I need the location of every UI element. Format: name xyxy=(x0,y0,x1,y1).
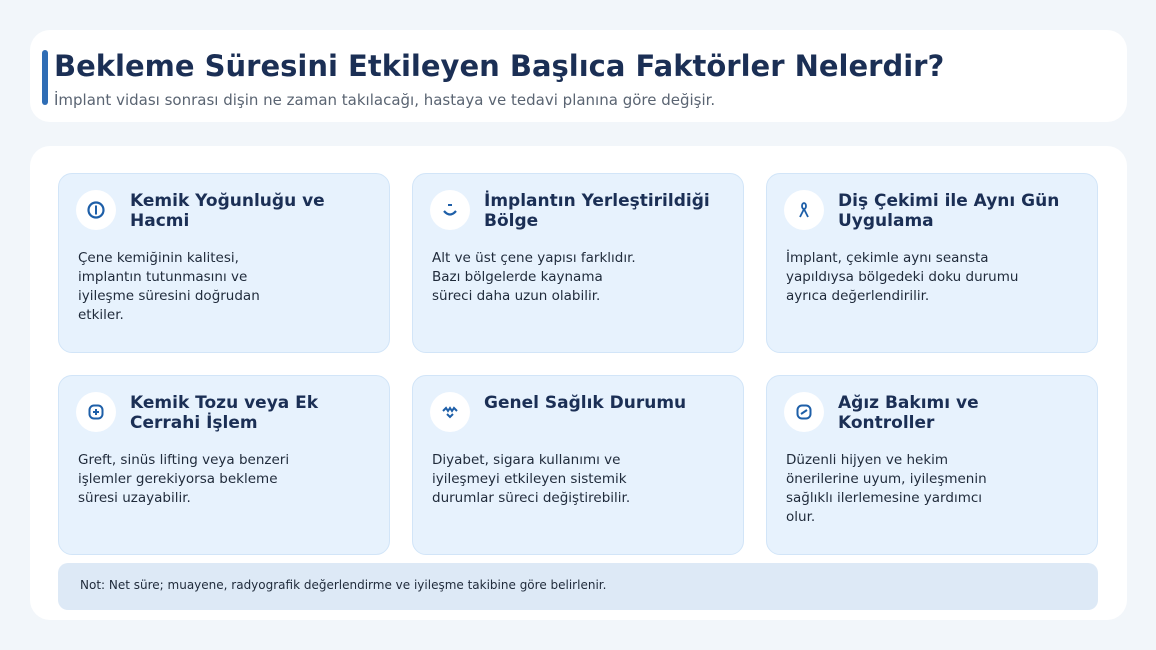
card-body: Alt ve üst çene yapısı farklıdır. Bazı bölgelerde kaynama süreci daha uzun olabilir. xyxy=(432,250,636,304)
factor-card-same-day xyxy=(766,173,1098,353)
page-title: Bekleme Süresini Etkileyen Başlıca Faktörler Nelerdir? xyxy=(54,49,945,83)
card-body: Greft, sinüs lifting veya benzeri işlemler gerekiyorsa bekleme süresi uzayabilir. xyxy=(78,452,290,506)
factors-panel xyxy=(30,146,1127,620)
card-title: Ağız Bakımı ve Kontroller xyxy=(838,393,979,433)
factor-card-health xyxy=(412,375,744,555)
health-pulse-icon xyxy=(430,392,470,432)
factor-card-bone-density xyxy=(58,173,390,353)
footnote: Not: Net süre; muayene, radyografik değerlendirme ve iyileşme takibine göre belirlenir. xyxy=(58,563,1098,610)
jaw-region-icon xyxy=(430,190,470,230)
card-title: Kemik Yoğunluğu ve Hacmi xyxy=(130,191,325,231)
card-body: Diyabet, sigara kullanımı ve iyileşmeyi etkileyen sistemik durumlar süreci değiştirebilir. xyxy=(432,452,631,506)
bone-graft-icon xyxy=(76,392,116,432)
factor-card-region xyxy=(412,173,744,353)
card-body: İmplant, çekimle aynı seansta yapıldıysa bölgedeki doku durumu ayrıca değerlendirilir. xyxy=(786,250,1019,304)
extraction-icon xyxy=(784,190,824,230)
bone-density-icon xyxy=(76,190,116,230)
card-body: Düzenli hijyen ve hekim önerilerine uyum, iyileşmenin sağlıklı ilerlemesine yardımcı olur. xyxy=(786,452,987,525)
card-title: Kemik Tozu veya Ek Cerrahi İşlem xyxy=(130,393,319,433)
page-subtitle: İmplant vidası sonrası dişin ne zaman takılacağı, hastaya ve tedavi planına göre değişir. xyxy=(54,91,716,109)
card-title: İmplantın Yerleştirildiği Bölge xyxy=(484,191,710,231)
card-title: Diş Çekimi ile Aynı Gün Uygulama xyxy=(838,191,1060,231)
factor-card-bone-graft xyxy=(58,375,390,555)
header-card xyxy=(30,30,1127,122)
card-body: Çene kemiğinin kalitesi, implantın tutunmasını ve iyileşme süresini doğrudan etkiler. xyxy=(78,250,260,323)
card-title: Genel Sağlık Durumu xyxy=(484,393,687,413)
accent-bar xyxy=(42,50,48,105)
oral-care-icon xyxy=(784,392,824,432)
factor-card-oral-care xyxy=(766,375,1098,555)
